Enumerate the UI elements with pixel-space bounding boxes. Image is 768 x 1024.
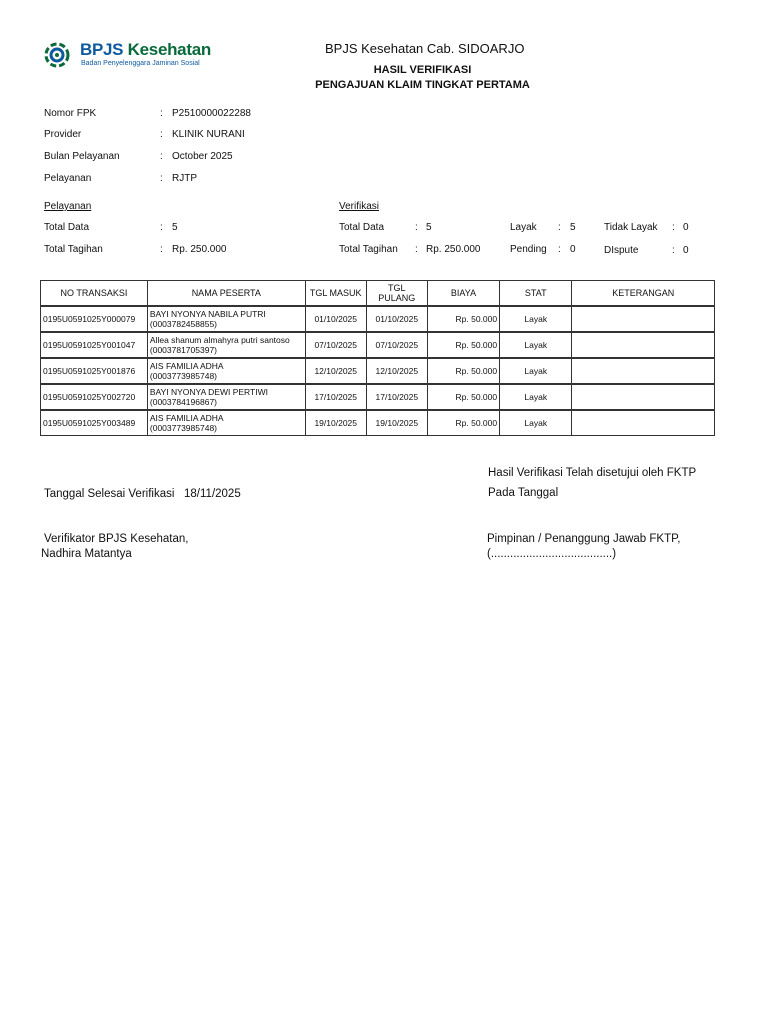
colon: :: [160, 108, 163, 119]
peserta-name: Allea shanum almahyra putri santoso: [149, 335, 290, 345]
peserta-name: AIS FAMILIA ADHA: [149, 413, 224, 423]
tidak-layak-value: 0: [683, 222, 689, 233]
cell-tgl-masuk: 07/10/2025: [305, 332, 366, 358]
branch-name: BPJS Kesehatan Cab. SIDOARJO: [325, 41, 525, 56]
header-keterangan: KETERANGAN: [572, 281, 715, 307]
cell-stat: Layak: [500, 384, 572, 410]
cell-keterangan: [572, 410, 715, 436]
approval-line-1: Hasil Verifikasi Telah disetujui oleh FKTP: [488, 467, 697, 479]
colon: :: [160, 173, 163, 184]
cell-nama-peserta: [147, 358, 305, 384]
colon: :: [160, 244, 163, 255]
cell-no-transaksi: 0195U0591025Y003489: [41, 410, 148, 436]
cell-tgl-masuk: 01/10/2025: [305, 306, 366, 332]
cell-biaya: Rp. 50.000: [427, 410, 499, 436]
header-tgl-pulang: TGL PULANG: [366, 281, 427, 307]
cell-keterangan: [572, 306, 715, 332]
cell-tgl-masuk: 19/10/2025: [305, 410, 366, 436]
nomor-fpk-label: Nomor FPK: [44, 108, 97, 119]
peserta-card-number: (0003784196867): [149, 397, 218, 407]
table-row: [41, 306, 715, 332]
cell-tgl-pulang: 01/10/2025: [366, 306, 427, 332]
provider-value: KLINIK NURANI: [172, 129, 245, 140]
colon: :: [558, 222, 561, 233]
dispute-value: 0: [683, 245, 689, 256]
verifikasi-total-data: 5: [426, 222, 432, 233]
peserta-card-number: (0003782458855): [149, 319, 218, 329]
colon: :: [558, 244, 561, 255]
cell-no-transaksi: 0195U0591025Y002720: [41, 384, 148, 410]
cell-keterangan: [572, 384, 715, 410]
cell-biaya: Rp. 50.000: [427, 306, 499, 332]
cell-no-transaksi: 0195U0591025Y001047: [41, 332, 148, 358]
verifier-title: Verifikator BPJS Kesehatan,: [44, 533, 189, 545]
cell-stat: Layak: [500, 410, 572, 436]
table-header-row: [41, 281, 715, 307]
pelayanan-total-tagihan-label: Total Tagihan: [44, 244, 103, 255]
cell-nama-peserta: [147, 384, 305, 410]
peserta-card-number: (0003773985748): [149, 371, 218, 381]
pelayanan-total-data-label: Total Data: [44, 222, 90, 233]
verifikasi-total-tagihan: Rp. 250.000: [426, 244, 481, 255]
approval-line-2: Pada Tanggal: [488, 487, 559, 499]
peserta-name: BAYI NYONYA NABILA PUTRI: [149, 309, 266, 319]
header-nama-peserta: NAMA PESERTA: [147, 281, 305, 307]
peserta-name: BAYI NYONYA DEWI PERTIWI: [149, 387, 268, 397]
layak-label: Layak: [510, 222, 537, 233]
cell-biaya: Rp. 50.000: [427, 332, 499, 358]
logo-brand: [80, 40, 211, 60]
logo-brand-bpjs: BPJS: [80, 40, 124, 59]
colon: :: [415, 244, 418, 255]
document-subtitle: PENGAJUAN KLAIM TINGKAT PERTAMA: [315, 79, 530, 91]
cell-biaya: Rp. 50.000: [427, 384, 499, 410]
bulan-label: Bulan Pelayanan: [44, 151, 120, 162]
verifikasi-total-tagihan-label: Total Tagihan: [339, 244, 398, 255]
peserta-card-number: (0003781705397): [149, 345, 218, 355]
cell-tgl-pulang: 07/10/2025: [366, 332, 427, 358]
pelayanan-value: RJTP: [172, 173, 197, 184]
cell-tgl-pulang: 17/10/2025: [366, 384, 427, 410]
bulan-value: October 2025: [172, 151, 233, 162]
pending-label: Pending: [510, 244, 547, 255]
cell-keterangan: [572, 358, 715, 384]
verifier-name: Nadhira Matantya: [41, 548, 132, 560]
colon: :: [672, 245, 675, 256]
header-biaya: BIAYA: [427, 281, 499, 307]
pending-value: 0: [570, 244, 576, 255]
table-row: [41, 332, 715, 358]
table-row: [41, 358, 715, 384]
logo-tagline: Badan Penyelenggara Jaminan Sosial: [81, 60, 200, 67]
colon: :: [160, 129, 163, 140]
pelayanan-heading: Pelayanan: [44, 201, 92, 212]
finish-date: 18/11/2025: [184, 488, 241, 500]
peserta-card-number: (0003773985748): [149, 423, 218, 433]
peserta-name: AIS FAMILIA ADHA: [149, 361, 224, 371]
verifikasi-total-data-label: Total Data: [339, 222, 385, 233]
header-tgl-masuk: TGL MASUK: [305, 281, 366, 307]
pelayanan-total-tagihan: Rp. 250.000: [172, 244, 227, 255]
finish-label: Tanggal Selesai Verifikasi: [44, 488, 175, 500]
pelayanan-label: Pelayanan: [44, 173, 92, 184]
cell-tgl-masuk: 17/10/2025: [305, 384, 366, 410]
cell-nama-peserta: [147, 410, 305, 436]
colon: :: [672, 222, 675, 233]
nomor-fpk-value: P2510000022288: [172, 108, 251, 119]
verifikasi-heading: Verifikasi: [339, 201, 380, 212]
header-no-transaksi: NO TRANSAKSI: [41, 281, 148, 307]
cell-no-transaksi: 0195U0591025Y000079: [41, 306, 148, 332]
head-title: Pimpinan / Penanggung Jawab FKTP,: [487, 533, 681, 545]
provider-label: Provider: [44, 129, 82, 140]
cell-tgl-masuk: 12/10/2025: [305, 358, 366, 384]
colon: :: [160, 222, 163, 233]
document-title: HASIL VERIFIKASI: [373, 64, 472, 76]
table-row: [41, 410, 715, 436]
cell-nama-peserta: [147, 332, 305, 358]
header-stat: STAT: [500, 281, 572, 307]
cell-biaya: Rp. 50.000: [427, 358, 499, 384]
cell-no-transaksi: 0195U0591025Y001876: [41, 358, 148, 384]
cell-tgl-pulang: 19/10/2025: [366, 410, 427, 436]
cell-stat: Layak: [500, 358, 572, 384]
finish-verification: [44, 488, 241, 500]
cell-nama-peserta: [147, 306, 305, 332]
tidak-layak-label: Tidak Layak: [604, 222, 658, 233]
cell-stat: Layak: [500, 306, 572, 332]
cell-keterangan: [572, 332, 715, 358]
dispute-label: DIspute: [604, 245, 639, 256]
cell-stat: Layak: [500, 332, 572, 358]
claims-table: [40, 280, 715, 436]
head-signature-blank: (......................................): [487, 548, 617, 560]
cell-tgl-pulang: 12/10/2025: [366, 358, 427, 384]
layak-value: 5: [570, 222, 576, 233]
logo-brand-kesehatan: Kesehatan: [127, 40, 211, 59]
colon: :: [415, 222, 418, 233]
colon: :: [160, 151, 163, 162]
pelayanan-total-data: 5: [172, 222, 178, 233]
table-row: [41, 384, 715, 410]
